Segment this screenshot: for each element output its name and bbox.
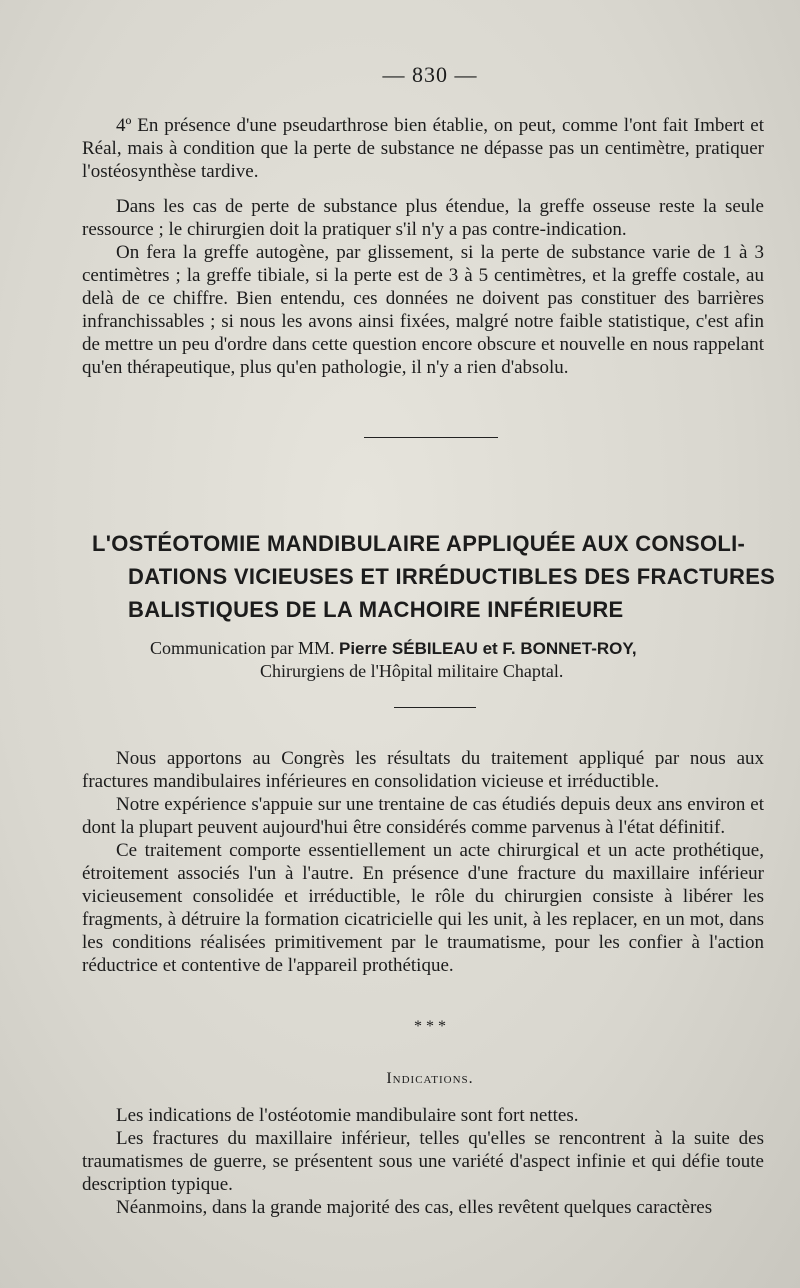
paragraph: On fera la greffe autogène, par glissement, si la perte de substance varie de 1 à 3 centimètres ; la greffe tibiale, si la perte est de 3 à 5 centimètres, et la greffe costale, au delà de ce chiffre. Bien entendu, ces données ne doivent pas constituer des barrières infranchissables ; si nous les avons ainsi fixées, malgré notre faible statistique, c'est afin de mettre un peu d'ordre dans cette question encore obscure et nouvelle en nous rappelant qu'en thérapeutique, plus qu'en pathologie, il n'y a rien d'absolu. (82, 242, 764, 378)
section-heading: Indications. (386, 1070, 474, 1087)
title-line: DATIONS VICIEUSES ET IRRÉDUCTIBLES DES FRACTURES (128, 564, 776, 589)
paragraph: Les indications de l'ostéotomie mandibulaire sont fort nettes. (116, 1105, 579, 1126)
authors: Pierre SÉBILEAU et F. BONNET-ROY, (338, 639, 637, 658)
page-number: — 830 — (382, 62, 478, 87)
paragraph: Néanmoins, dans la grande majorité des cas, elles revêtent quelques caractères (116, 1197, 713, 1218)
article-title (92, 527, 776, 626)
title-line: L'OSTÉOTOMIE MANDIBULAIRE APPLIQUÉE AUX CONSOLI- (92, 531, 746, 556)
intro-section (82, 747, 764, 977)
paragraph: Ce traitement comporte essentiellement un acte chirurgical et un acte prothétique, étroitement associés l'un à l'autre. En présence d'une fracture du maxillaire inférieur vicieusement consolidée et irréductible, le rôle du chirurgien consiste à libérer les fragments, à détruire la formation cicatricielle qui les unit, à les replacer, en un mot, dans les conditions réalisées primitivement par le traumatisme, pour les confier à l'action réductrice et contentive de l'appareil prothétique. (82, 840, 764, 976)
affiliation: Chirurgiens de l'Hôpital militaire Chaptal. (260, 661, 564, 681)
communication-byline (150, 637, 770, 682)
paragraph: 4º En présence d'une pseudarthrose bien établie, on peut, comme l'ont fait Imbert et Réal, mais à condition que la perte de substance ne dépasse pas un centimètre, pratiquer l'ostéosynthèse tardive. (82, 115, 764, 182)
paragraph: Nous apportons au Congrès les résultats du traitement appliqué par nous aux fractures mandibulaires inférieures en consolidation vicieuse et irréductible. (82, 748, 764, 792)
separator-stars: * * * (414, 1018, 446, 1035)
paragraph: Dans les cas de perte de substance plus étendue, la greffe osseuse reste la seule ressource ; le chirurgien doit la pratiquer s'il n'y a pas contre-indication. (82, 196, 764, 240)
top-section (82, 114, 764, 379)
paragraph: Les fractures du maxillaire inférieur, telles qu'elles se rencontrent à la suite des traumatismes de guerre, se présentent sous une variété d'aspect infinie et qui défie toute description typique. (82, 1128, 764, 1195)
byline-divider (394, 707, 476, 708)
communication-prefix: Communication par MM. (150, 638, 335, 658)
paragraph: Notre expérience s'appuie sur une trentaine de cas étudiés depuis deux ans environ et dont la plupart peuvent aujourd'hui être considérés comme parvenus à l'état définitif. (82, 794, 764, 838)
section-divider (364, 437, 498, 438)
indications-section (82, 1104, 764, 1219)
title-line: BALISTIQUES DE LA MACHOIRE INFÉRIEURE (128, 597, 624, 622)
